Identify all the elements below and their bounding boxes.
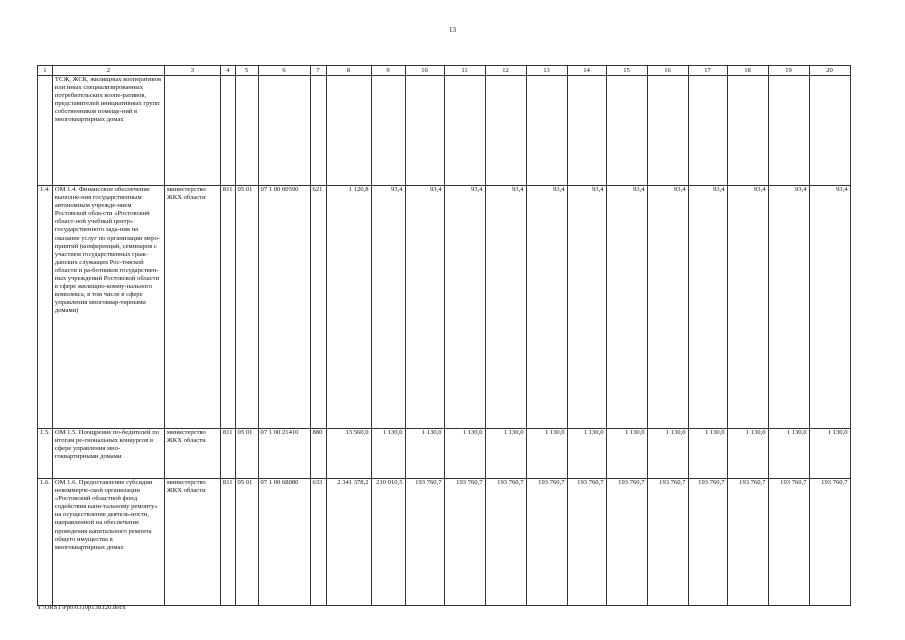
row-year-value: 1 130,0 [444, 429, 485, 479]
row-csr: 07 1 00 21410 [258, 429, 310, 479]
row-year-value [727, 76, 768, 186]
row-year-value [567, 76, 606, 186]
row-rzpr: 05 01 [235, 479, 258, 606]
row-year-value: 1 130,0 [727, 429, 768, 479]
table-row [38, 186, 851, 429]
row-total: 2 341 378,2 [326, 479, 371, 606]
row-year-value: 1 130,0 [768, 429, 809, 479]
row-year-value: 1 130,0 [405, 429, 444, 479]
row-year-value: 1 130,0 [485, 429, 526, 479]
header-row [38, 66, 851, 76]
col-header: 19 [768, 66, 809, 76]
row-year-value: 193 760,7 [526, 479, 567, 606]
row-number: 1.4. [38, 186, 53, 429]
row-year-value: 93,4 [526, 186, 567, 429]
row-grbs: 811 [220, 479, 235, 606]
row-year-value [688, 76, 727, 186]
col-header: 4 [220, 66, 235, 76]
col-header: 6 [258, 66, 310, 76]
col-header: 3 [164, 66, 220, 76]
row-year-value: 93,4 [809, 186, 850, 429]
row-year-value: 93,4 [567, 186, 606, 429]
row-total: 1 120,8 [326, 186, 371, 429]
row-rzpr: 05 01 [235, 429, 258, 479]
col-header: 12 [485, 66, 526, 76]
row-year-value: 93,4 [371, 186, 405, 429]
row-total: 13 560,0 [326, 429, 371, 479]
row-number [38, 76, 53, 186]
row-executor: министерство ЖКХ области [164, 479, 220, 606]
row-year-value: 93,4 [485, 186, 526, 429]
row-year-value: 93,4 [647, 186, 688, 429]
row-year-value [809, 76, 850, 186]
row-year-value [526, 76, 567, 186]
row-csr: 07 1 00 00590 [258, 186, 310, 429]
col-header: 8 [326, 66, 371, 76]
col-header: 20 [809, 66, 850, 76]
row-year-value: 93,4 [606, 186, 647, 429]
row-year-value: 193 760,7 [567, 479, 606, 606]
row-year-value: 93,4 [444, 186, 485, 429]
col-header: 14 [567, 66, 606, 76]
row-csr [258, 76, 310, 186]
col-header: 15 [606, 66, 647, 76]
col-header: 2 [52, 66, 164, 76]
row-year-value: 93,4 [768, 186, 809, 429]
table-row [38, 479, 851, 606]
row-executor: министерство ЖКХ области [164, 429, 220, 479]
row-year-value [647, 76, 688, 186]
row-year-value: 93,4 [688, 186, 727, 429]
row-year-value: 193 760,7 [444, 479, 485, 606]
row-name: ОМ 1.4. Финансовое обеспечение выполне-ния государственным автономным учрежде-нием Ростовской обла-сти «Ростовский област-ной учебный центр» государственного зада-ния на оказание услуг по организации меро-приятий (конференций, семинаров с участием государственных граж-данских служащих Рос-товской области и ра-ботников государствен-ных учреждений Ростовской области в сфере жилищно-комму-нального комплекса, в том числе в сфере управления многоквар-тирными домами) [52, 186, 164, 429]
col-header: 5 [235, 66, 258, 76]
row-year-value: 193 760,7 [688, 479, 727, 606]
row-year-value: 93,4 [727, 186, 768, 429]
row-vr: 621 [310, 186, 326, 429]
row-name: ОМ 1.6. Предоставление субсидии некоммерче-ской организации «Ростовский областной фонд содействия капи-тальному ремонту» на осуществление деятель-ности, направленной на обеспечение проведения капитального ремонта общего имущества в многоквартирных домах [52, 479, 164, 606]
row-year-value: 1 130,0 [371, 429, 405, 479]
row-executor: министерство ЖКХ области [164, 186, 220, 429]
row-year-value: 1 130,0 [567, 429, 606, 479]
col-header: 16 [647, 66, 688, 76]
row-grbs: 811 [220, 186, 235, 429]
col-header: 17 [688, 66, 727, 76]
row-year-value: 193 760,7 [606, 479, 647, 606]
row-year-value: 93,4 [405, 186, 444, 429]
row-number: 1.6. [38, 479, 53, 606]
row-year-value: 1 130,0 [647, 429, 688, 479]
row-year-value [485, 76, 526, 186]
file-path-footer: Y:\ORST\Ppo\0310p138.f20.docx [37, 604, 126, 611]
row-year-value: 1 130,0 [688, 429, 727, 479]
row-year-value: 1 130,0 [809, 429, 850, 479]
row-vr: 633 [310, 479, 326, 606]
col-header: 9 [371, 66, 405, 76]
row-total [326, 76, 371, 186]
table-row [38, 76, 851, 186]
row-year-value [606, 76, 647, 186]
row-executor [164, 76, 220, 186]
row-year-value: 193 760,7 [727, 479, 768, 606]
row-name: ТСЖ, ЖСК, жилищных кооперативов или иных специализированных потребительских коопе-ративов, представителей инициативных групп собственников помеще-ний в многоквартирных домах [52, 76, 164, 186]
row-vr: 880 [310, 429, 326, 479]
row-name: ОМ 1.5. Поощрение по-бедителей по итогам ре-гиональных конкурсов в сфере управления мно-гоквартирными домами [52, 429, 164, 479]
budget-table [37, 65, 851, 606]
row-year-value: 193 760,7 [405, 479, 444, 606]
row-grbs [220, 76, 235, 186]
row-year-value: 210 010,5 [371, 479, 405, 606]
row-vr [310, 76, 326, 186]
row-year-value [405, 76, 444, 186]
row-number: 1.5. [38, 429, 53, 479]
row-year-value: 1 130,0 [606, 429, 647, 479]
page-number: 13 [449, 26, 456, 34]
row-year-value: 193 760,7 [768, 479, 809, 606]
row-year-value: 1 130,0 [526, 429, 567, 479]
row-year-value [371, 76, 405, 186]
row-rzpr [235, 76, 258, 186]
row-rzpr: 05 01 [235, 186, 258, 429]
col-header: 10 [405, 66, 444, 76]
row-grbs: 811 [220, 429, 235, 479]
row-year-value [768, 76, 809, 186]
col-header: 7 [310, 66, 326, 76]
col-header: 18 [727, 66, 768, 76]
row-csr: 07 1 00 68080 [258, 479, 310, 606]
row-year-value: 193 760,7 [809, 479, 850, 606]
col-header: 11 [444, 66, 485, 76]
row-year-value [444, 76, 485, 186]
row-year-value: 193 760,7 [647, 479, 688, 606]
col-header: 1 [38, 66, 53, 76]
col-header: 13 [526, 66, 567, 76]
row-year-value: 193 760,7 [485, 479, 526, 606]
table-row [38, 429, 851, 479]
